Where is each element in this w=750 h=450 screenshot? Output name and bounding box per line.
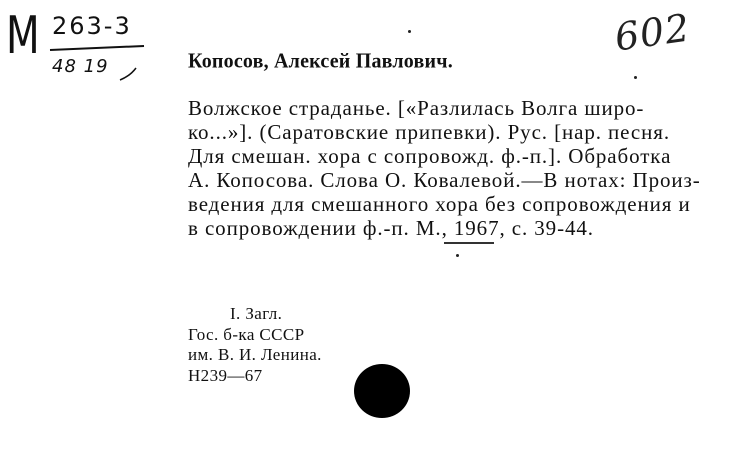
- ink-speck: [634, 76, 637, 79]
- holdings-block: [188, 304, 322, 386]
- shelfmark: [2, 6, 152, 86]
- shelfmark-number-top: 263-3: [52, 12, 132, 40]
- holdings-line-library: Гос. б-ка СССР: [188, 324, 305, 344]
- description-line: Волжское страданье. [«Разлилась Волга широ-: [188, 96, 645, 120]
- description-line: в сопровождении ф.-п. М., 1967, с. 39-44.: [188, 216, 594, 240]
- description-line: Для смешан. хора с сопровожд. ф.-п.]. Обработка: [188, 144, 672, 168]
- shelfmark-number-bottom: 48 19: [52, 56, 109, 77]
- holdings-line-title: I. Загл.: [230, 304, 283, 323]
- description-line: ведения для смешанного хора без сопровождения и: [188, 192, 691, 216]
- separator-dash: [444, 242, 494, 244]
- ink-speck: [408, 30, 411, 33]
- punch-hole: [354, 364, 410, 418]
- shelfmark-letter: M: [6, 6, 39, 66]
- holdings-line-library-name: им. В. И. Ленина.: [188, 345, 322, 364]
- ink-speck: [456, 254, 459, 257]
- description-text: [188, 96, 742, 240]
- handwritten-number: 602: [612, 5, 693, 60]
- holdings-line-code: Н239—67: [188, 365, 263, 385]
- description-line: ко...»]. (Саратовские припевки). Рус. [нар. песня.: [188, 120, 670, 144]
- author-heading: Копосов, Алексей Павлович.: [188, 49, 453, 73]
- description-line: А. Копосова. Слова О. Ковалевой.—В нотах: Произ-: [188, 168, 701, 192]
